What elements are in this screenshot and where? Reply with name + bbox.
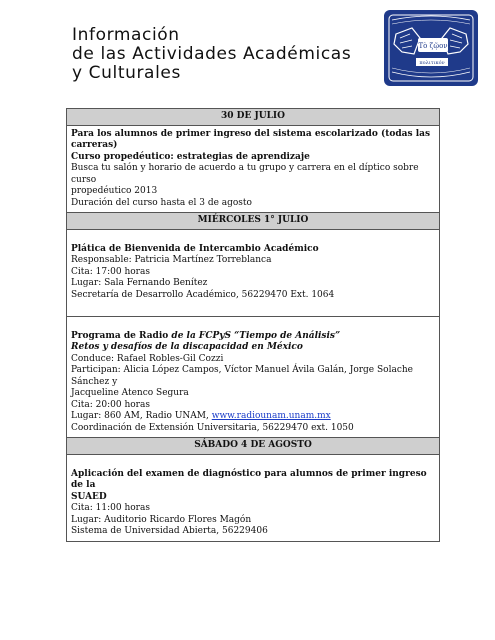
title-line-1: Información xyxy=(72,25,180,45)
event-lugar: Lugar: Auditorio Ricardo Flores Magón xyxy=(71,514,252,525)
event-cita: Cita: 11:00 horas xyxy=(71,503,150,513)
schedule-table xyxy=(66,108,440,542)
event-title-part: de la FCPyS xyxy=(168,330,231,341)
event-lugar-text: Lugar: 860 AM, Radio UNAM, xyxy=(71,411,212,421)
svg-text:πολιτικόν: πολιτικόν xyxy=(419,60,445,66)
event-subtitle: Retos y desafíos de la discapacidad en México xyxy=(71,342,303,352)
event-title: SUAED xyxy=(71,491,107,502)
event-title-part: Programa de Radio xyxy=(71,330,169,341)
event-responsable: Responsable: Patricia Martínez Torreblanca xyxy=(71,255,272,265)
fcpys-seal-logo xyxy=(382,8,480,88)
event-programa-radio xyxy=(67,316,440,438)
event-contact: Secretaría de Desarrollo Académico, 56229470 Ext. 1064 xyxy=(71,289,335,300)
title-line-3: y Culturales xyxy=(72,63,181,83)
event-participan: Participan: Alicia López Campos, Víctor Manuel Ávila Galán, Jorge Solache Sánchez y xyxy=(71,365,413,387)
event-detail: propedéutico 2013 xyxy=(71,186,158,196)
svg-text:Τὸ ζῷον: Τὸ ζῷον xyxy=(418,42,448,50)
event-subtitle: Curso propedéutico: estrategias de aprendizaje xyxy=(71,151,310,162)
event-title: Aplicación del examen de diagnóstico para alumnos de primer ingreso de la xyxy=(71,468,427,490)
event-examen-diagnostico xyxy=(67,454,440,541)
event-platica-bienvenida xyxy=(67,229,440,316)
day-header-miercoles-1-julio: MIÉRCOLES 1° JULIO xyxy=(67,213,440,230)
event-title-part: “Tiempo de Análisis” xyxy=(230,330,341,341)
event-lugar: Lugar: Sala Fernando Benítez xyxy=(71,278,208,288)
event-title xyxy=(71,331,435,343)
event-title: Plática de Bienvenida de Intercambio Académico xyxy=(71,243,319,254)
event-contact: Sistema de Universidad Abierta, 56229406 xyxy=(71,526,268,536)
day-header-sabado-4-agosto: SÁBADO 4 DE AGOSTO xyxy=(67,438,440,455)
day-header-30-julio: 30 DE JULIO xyxy=(67,109,440,126)
event-contact: Coordinación de Extensión Universitaria, 56229470 ext. 1050 xyxy=(71,422,354,433)
event-curso-propedeutico xyxy=(67,125,440,213)
radiounam-link[interactable]: www.radiounam.unam.mx xyxy=(211,411,331,421)
event-cita: Cita: 20:00 horas xyxy=(71,399,150,410)
title-line-2: de las Actividades Académicas xyxy=(72,44,352,64)
event-participan: Jacqueline Atenco Segura xyxy=(71,388,189,398)
event-duration: Duración del curso hasta el 3 de agosto xyxy=(71,197,252,208)
event-title: Para los alumnos de primer ingreso del sistema escolarizado (todas las carreras) xyxy=(71,128,431,150)
event-detail: Busca tu salón y horario de acuerdo a tu grupo y carrera en el díptico sobre curso xyxy=(71,163,419,185)
page-title xyxy=(72,26,392,83)
event-lugar xyxy=(71,411,435,423)
event-cita: Cita: 17:00 horas xyxy=(71,266,150,277)
event-conduce: Conduce: Rafael Robles-Gil Cozzi xyxy=(71,353,224,364)
